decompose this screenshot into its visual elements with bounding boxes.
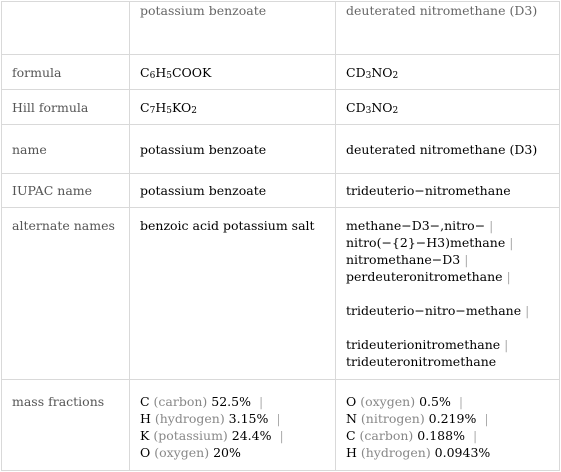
formula-subscript: 3 (365, 70, 372, 81)
mass-fractions-row (2, 380, 560, 471)
mass-fractions-cell-1 (130, 380, 336, 471)
alternate-name: trideuteronitromethane (346, 354, 497, 369)
formula-subscript: 3 (365, 105, 372, 116)
name-label: name (2, 125, 130, 174)
header-empty-cell (2, 2, 130, 55)
hill-formula-cell-1 (130, 90, 336, 125)
mass-fractions-cell-2 (336, 380, 560, 471)
fraction-value: 0.219% (428, 411, 477, 426)
hill-formula-row (2, 90, 560, 125)
fraction-value: 24.4% (231, 428, 272, 443)
alternate-name: trideuterio−nitro−methane (346, 303, 522, 318)
formula-subscript: 6 (149, 70, 156, 81)
mass-fraction-item (346, 394, 451, 409)
separator: | (504, 337, 509, 352)
hill-formula-cell-2 (336, 90, 560, 125)
formula-subscript: 5 (166, 105, 172, 116)
header-deuterated-nitromethane: deuterated nitromethane (D3) (336, 2, 560, 55)
separator: | (258, 394, 264, 409)
alternate-name-line (346, 302, 549, 319)
alternate-name-line (346, 268, 549, 285)
alternate-name-line (346, 234, 549, 251)
comparison-table (1, 1, 560, 471)
mass-fractions-label: mass fractions (2, 380, 130, 471)
formula-text: C (140, 64, 150, 80)
element-name: (carbon) (359, 428, 418, 443)
separator: | (279, 428, 284, 443)
formula-text: KO (171, 99, 192, 115)
separator: | (506, 269, 511, 284)
fraction-value: 3.15% (228, 411, 269, 426)
mass-fraction-item (140, 445, 241, 460)
formula-subscript: 2 (392, 105, 399, 116)
formula-text: H (155, 99, 167, 115)
name-row (2, 125, 560, 174)
alternate-name: nitro(−{2}−H3)methane (346, 235, 506, 250)
formula-text: CD (346, 99, 366, 115)
mass-fraction-item (346, 445, 490, 460)
formula-subscript: 5 (166, 70, 172, 81)
element-symbol: N (346, 411, 361, 426)
separator: | (525, 303, 530, 318)
separator: | (489, 218, 494, 233)
element-symbol: O (346, 394, 361, 409)
formula-subscript: 7 (149, 105, 156, 116)
formula-label: formula (2, 55, 130, 90)
formula-row (2, 55, 560, 90)
alternate-names-cell-1: benzoic acid potassium salt (130, 208, 336, 380)
formula-text: C (140, 99, 150, 115)
mass-fraction-item (140, 394, 251, 409)
element-name: (carbon) (153, 394, 212, 409)
fraction-value: 0.0943% (434, 445, 491, 460)
separator: | (509, 235, 514, 250)
element-name: (potassium) (153, 428, 232, 443)
alternate-name-line (346, 336, 549, 353)
element-symbol: O (140, 445, 155, 460)
alternate-name: perdeuteronitromethane (346, 269, 503, 284)
fraction-value: 20% (213, 445, 241, 460)
formula-text: H (155, 64, 167, 80)
iupac-name-cell-2: trideuterio−nitromethane (336, 174, 560, 208)
alternate-name: nitromethane−D3 (346, 252, 461, 267)
element-name: (nitrogen) (360, 411, 429, 426)
element-name: (oxygen) (360, 394, 420, 409)
formula-cell-1 (130, 55, 336, 90)
alternate-name-line (346, 251, 549, 268)
formula-text: NO (371, 99, 393, 115)
separator: | (276, 411, 281, 426)
element-symbol: C (346, 428, 360, 443)
fraction-value: 52.5% (211, 394, 251, 409)
fraction-value: 0.188% (417, 428, 465, 443)
alternate-name: trideuterionitromethane (346, 337, 501, 352)
element-name: (oxygen) (154, 445, 214, 460)
iupac-name-row (2, 174, 560, 208)
alternate-name-line (346, 285, 549, 302)
formula-text: COOK (171, 64, 212, 80)
mass-fraction-item (140, 411, 268, 426)
iupac-name-label: IUPAC name (2, 174, 130, 208)
formula-subscript: 2 (191, 105, 197, 116)
element-name: (hydrogen) (360, 445, 435, 460)
separator: | (464, 252, 469, 267)
alternate-name-line (346, 217, 549, 234)
header-row (2, 2, 560, 55)
header-potassium-benzoate: potassium benzoate (130, 2, 336, 55)
separator: | (472, 428, 478, 443)
name-cell-1: potassium benzoate (130, 125, 336, 174)
element-symbol: K (140, 428, 154, 443)
formula-text: CD (346, 64, 366, 80)
iupac-name-cell-1: potassium benzoate (130, 174, 336, 208)
mass-fraction-item (140, 428, 272, 443)
alternate-names-cell-2 (336, 208, 560, 380)
element-name: (hydrogen) (154, 411, 229, 426)
fraction-value: 0.5% (419, 394, 451, 409)
element-symbol: H (140, 411, 155, 426)
separator: | (458, 394, 464, 409)
mass-fraction-item (346, 428, 465, 443)
alternate-names-row (2, 208, 560, 380)
hill-formula-label: Hill formula (2, 90, 130, 125)
name-cell-2: deuterated nitromethane (D3) (336, 125, 560, 174)
formula-subscript: 2 (392, 70, 399, 81)
mass-fraction-item (346, 411, 476, 426)
alternate-name: methane−D3−,nitro− (346, 218, 486, 233)
formula-cell-2 (336, 55, 560, 90)
alternate-name-line (346, 319, 549, 336)
element-symbol: C (140, 394, 154, 409)
separator: | (484, 411, 489, 426)
formula-text: NO (371, 64, 393, 80)
alternate-name-line (346, 353, 549, 370)
element-symbol: H (346, 445, 361, 460)
alternate-names-label: alternate names (2, 208, 130, 380)
